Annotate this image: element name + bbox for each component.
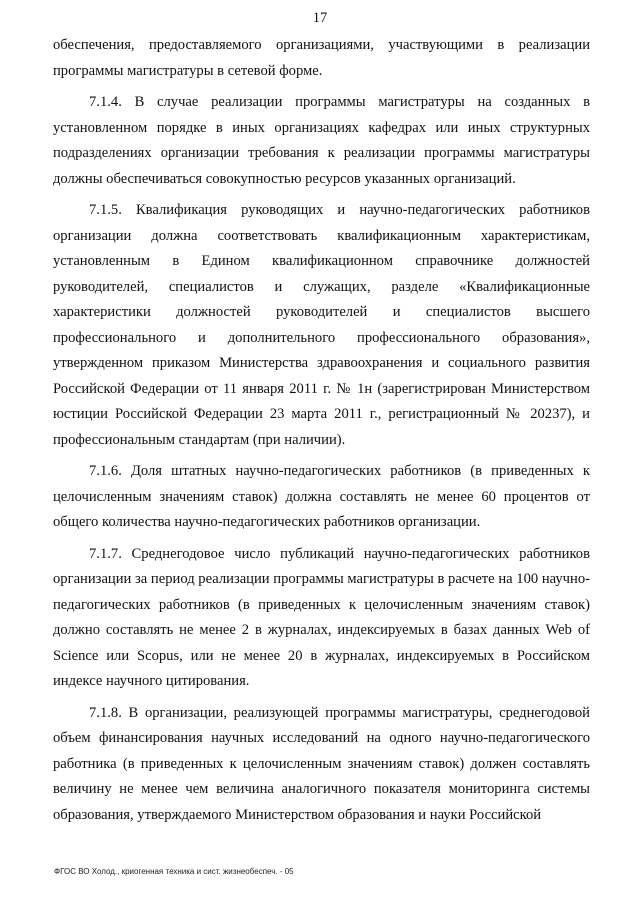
page-number: 17 [312, 10, 328, 26]
page-footer: ФГОС ВО Холод., криогенная техника и сист. жизнеобеспеч. - 05 [54, 867, 294, 876]
paragraph-7-1-8: 7.1.8. В организации, реализующей программы магистратуры, среднегодовой объем финансирования научных исследований на одного научно-педагогического работника (в приведенных к целочисленным значениям ставок) должен составлять величину не менее чем величина аналогичного показателя мониторинга системы образования, утверждаемого Министерством образования и науки Российской [53, 704, 590, 823]
paragraph-7-1-6: 7.1.6. Доля штатных научно-педагогических работников (в приведенных к целочисленным значениям ставок) должна составлять не менее 60 процентов от общего количества научно-педагогических работников организации. [53, 463, 590, 530]
paragraph-continuation: обеспечения, предоставляемого организациями, участвующими в реализации программы магистратуры в сетевой форме. [53, 37, 590, 79]
paragraph-7-1-7: 7.1.7. Среднегодовое число публикаций научно-педагогических работников организации за период реализации программы магистратуры в расчете на 100 научно-педагогических работников (в приведенных к целочисленным значениям ставок) должно составлять не менее 2 в журналах, индексируемых в базах данных Web of Science или Scopus, или не менее 20 в журналах, индексируемых в Российском индексе научного цитирования. [53, 545, 590, 689]
paragraph-7-1-4: 7.1.4. В случае реализации программы магистратуры на созданных в установленном порядке в иных организациях кафедрах или иных структурных подразделениях организации требования к реализации программы магистратуры должны обеспечиваться совокупностью ресурсов указанных организаций. [53, 94, 590, 187]
document-body [53, 33, 590, 834]
paragraph-7-1-5: 7.1.5. Квалификация руководящих и научно-педагогических работников организации должна соответствовать квалификационным характеристикам, установленным в Едином квалификационном справочнике должностей руководителей, специалистов и служащих, разделе «Квалификационные характеристики должностей руководителей и специалистов высшего профессионального и дополнительного профессионального образования», утвержденном приказом Министерства здравоохранения и социального развития Российской Федерации от 11 января 2011 г. № 1н (зарегистрирован Министерством юстиции Российской Федерации 23 марта 2011 г., регистрационный № 20237), и профессиональным стандартам (при наличии). [53, 202, 590, 448]
